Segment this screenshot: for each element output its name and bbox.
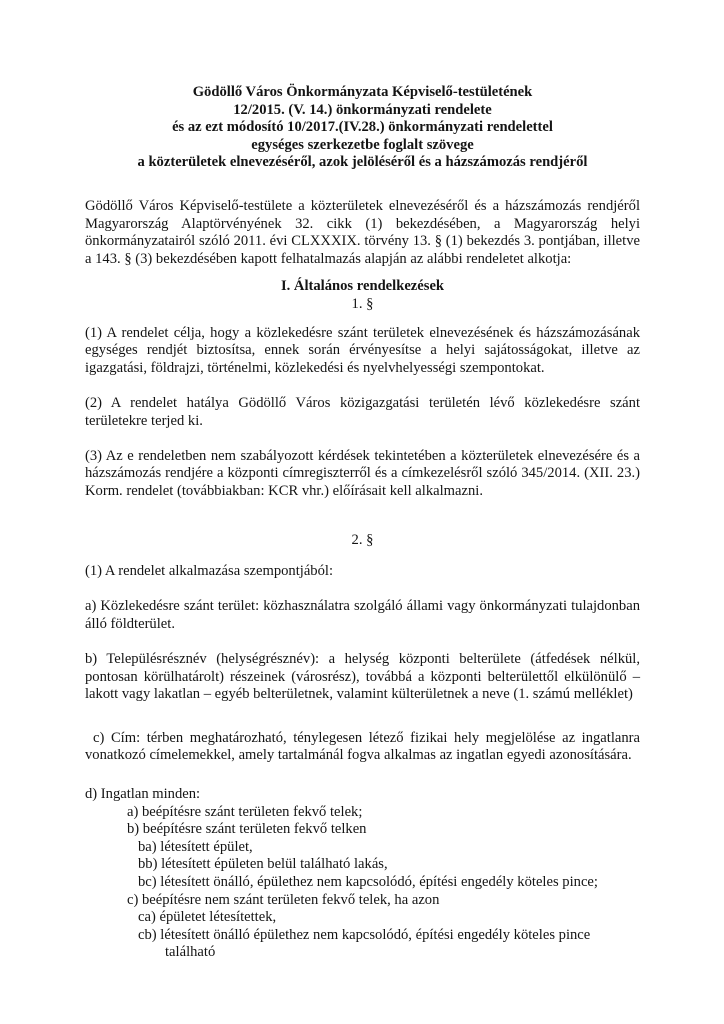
preamble-paragraph: Gödöllő Város Képviselő-testülete a közterületek elnevezéséről és a házszámozás rendjéről Magyarország Alaptörvényének 32. cikk (1) bekezdésében, a Magyarország helyi önkormányzatairól szóló 2011. évi CLXXXIX. törvény 13. § (1) bekezdés 3. pontjában, illetve a 143. § (3) bekezdésében kapott felhatalmazás alapján az alábbi rendeletet alkotja: [85,197,640,267]
document-title-block [85,84,640,172]
article-1-paragraph-2: (2) A rendelet hatálya Gödöllő Város közigazgatási területén lévő közlekedésre szánt területekre terjed ki. [85,394,640,429]
point-d-sublist [85,804,640,962]
point-d-subitem-a: a) beépítésre szánt területen fekvő telek; [127,803,363,820]
title-line-2: 12/2015. (V. 14.) önkormányzati rendelete [233,101,492,118]
article-1-paragraph-3: (3) Az e rendeletben nem szabályozott kérdések tekintetében a közterületek elnevezésére és a házszámozás rendjére a központi címregiszterről és a címkezelésről szóló 345/2014. (XII. 23.) Korm. rendelet (továbbiakban: KCR vhr.) előírásait kell alkalmazni. [85,447,640,499]
article-2-number: 2. § [351,532,374,549]
point-d-subitem-bc: bc) létesített önálló, épülethez nem kapcsolódó, építési engedély köteles pince; [138,873,598,890]
title-line-3: és az ezt módosító 10/2017.(IV.28.) önkormányzati rendelettel [172,119,553,136]
article-2-point-d: d) Ingatlan minden: [85,786,201,802]
point-d-subitem-b: b) beépítésre szánt területen fekvő telken [127,821,367,838]
article-2-point-c: c) Cím: térben meghatározható, ténylegesen létező fizikai hely megjelölése az ingatlanra vonatkozó címelemekkel, amely tartalmánál fogva alkalmas az ingatlan egyedi azonosítására. [85,729,640,764]
point-d-subitem-c: c) beépítésre nem szánt területen fekvő telek, ha azon [127,891,440,908]
chapter-1-heading: I. Általános rendelkezések [280,278,445,295]
article-1-paragraph-1: (1) A rendelet célja, hogy a közlekedésre szánt területek elnevezésének és házszámozásának egységes rendjét biztosítsa, ennek során érvényesítse a helyi sajátosságokat, illetve az igazgatási, földrajzi, történelmi, közlekedési és nyelvhelyességi szempontokat. [85,324,640,376]
point-d-subitem-ba: ba) létesített épület, [138,838,253,855]
article-1-number: 1. § [351,295,374,312]
point-d-subitem-cb: cb) létesített önálló épülethez nem kapcsolódó, építési engedély köteles pince található [138,926,591,961]
title-line-5: a közterületek elnevezéséről, azok jelöléséről és a házszámozás rendjéről [137,154,588,171]
title-line-4: egységes szerkezetbe foglalt szövege [251,136,474,153]
article-2-lead: (1) A rendelet alkalmazása szempontjából: [85,563,334,580]
article-2-point-a: a) Közlekedésre szánt terület: közhasználatra szolgáló állami vagy önkormányzati tulajdonban álló földterület. [85,598,640,632]
article-2-point-b: b) Településrésznév (helységrésznév): a helység központi belterülete (átfedések nélkül, pontosan körülhatárolt) részeinek (városrész), továbbá a központi belterülettől elkülönülő – lakott vagy lakatlan – egyéb belterületnek, valamint külterületnek a neve (1. számú melléklet) [85,651,640,703]
point-d-subitem-bb: bb) létesített épületen belül található lakás, [138,856,388,873]
title-line-1: Gödöllő Város Önkormányzata Képviselő-testületének [192,84,533,100]
point-d-subitem-ca: ca) épületet létesítettek, [138,909,277,926]
